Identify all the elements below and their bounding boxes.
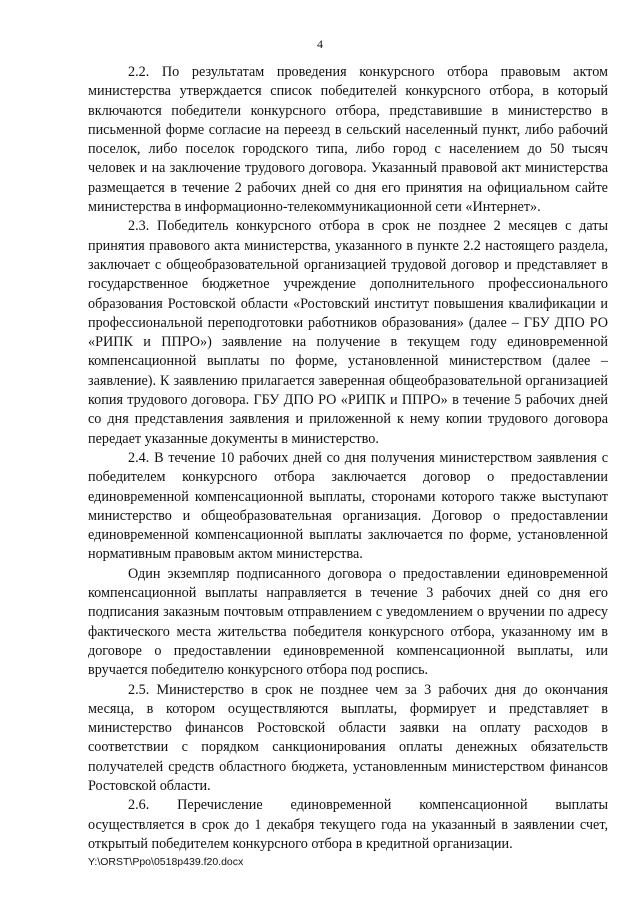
paragraph-2-2: 2.2. По результатам проведения конкурсного отбора правовым актом министерства утверждается список победителей конкурсного отбора, в который включаются победители конкурсного отбора, представившие в министерство в письменной форме согласие на переезд в сельский населенный пункт, либо рабочий поселок, либо поселок городского типа, либо город с населением до 50 тысяч человек и на заключение трудового договора. Указанный правовой акт министерства размещается в течение 2 рабочих дней со дня его принятия на официальном сайте министерства в информационно-телекоммуникационной сети «Интернет». <box>88 64 608 216</box>
paragraph-2-6: 2.6. Перечисление единовременной компенсационной выплаты осуществляется в срок до 1 декабря текущего года на указанный в заявлении счет, открытый победителем конкурсного отбора в кредитной организации. <box>88 797 608 852</box>
footer-file-path: Y:\ORST\Ppo\0518p439.f20.docx <box>88 856 244 868</box>
document-body <box>88 63 608 854</box>
paragraph-2-5: 2.5. Министерство в срок не позднее чем за 3 рабочих дня до окончания месяца, в котором осуществляются выплаты, формирует и представляет в министерство финансов Ростовской области заявки на оплату расходов в соответствии с порядком санкционирования оплаты денежных обязательств получателей средств областного бюджета, установленным министерством финансов Ростовской области. <box>88 681 608 794</box>
paragraph-2-3: 2.3. Победитель конкурсного отбора в срок не позднее 2 месяцев с даты принятия правового акта министерства, указанного в пункте 2.2 настоящего раздела, заключает с общеобразовательной организацией трудовой договор и представляет в государственное бюджетное учреждение дополнительного профессионального образования Ростовской области «Ростовский институт повышения квалификации и профессиональной переподготовки работников образования» (далее – ГБУ ДПО РО «РИПК и ППРО») заявление на получение в текущем году единовременной компенсационной выплаты по форме, установленной министерством (далее – заявление). К заявлению прилагается заверенная общеобразовательной организацией копия трудового договора. ГБУ ДПО РО «РИПК и ППРО» в течение 5 рабочих дней со дня представления заявления и приложенной к нему копии трудового договора передает указанные документы в министерство. <box>88 218 608 447</box>
paragraph-2-4: 2.4. В течение 10 рабочих дней со дня получения министерством заявления с победителем конкурсного отбора заключается договор о предоставлении единовременной компенсационной выплаты, сторонами которого также выступают министерство и общеобразовательная организация. Договор о предоставлении единовременной компенсационной выплаты заключается по форме, установленной нормативным правовым актом министерства. <box>88 449 608 563</box>
paragraph-2-4-copy-delivery: Один экземпляр подписанного договора о предоставлении единовременной компенсационной выплаты направляется в течение 3 рабочих дней со дня его подписания заказным почтовым отправлением с уведомлением о вручении по адресу фактического места жительства победителя конкурсного отбора, указанному им в договоре о предоставлении единовременной компенсационной выплаты, или вручается победителю конкурсного отбора под роспись. <box>88 565 608 679</box>
page-number: 4 <box>317 37 323 51</box>
